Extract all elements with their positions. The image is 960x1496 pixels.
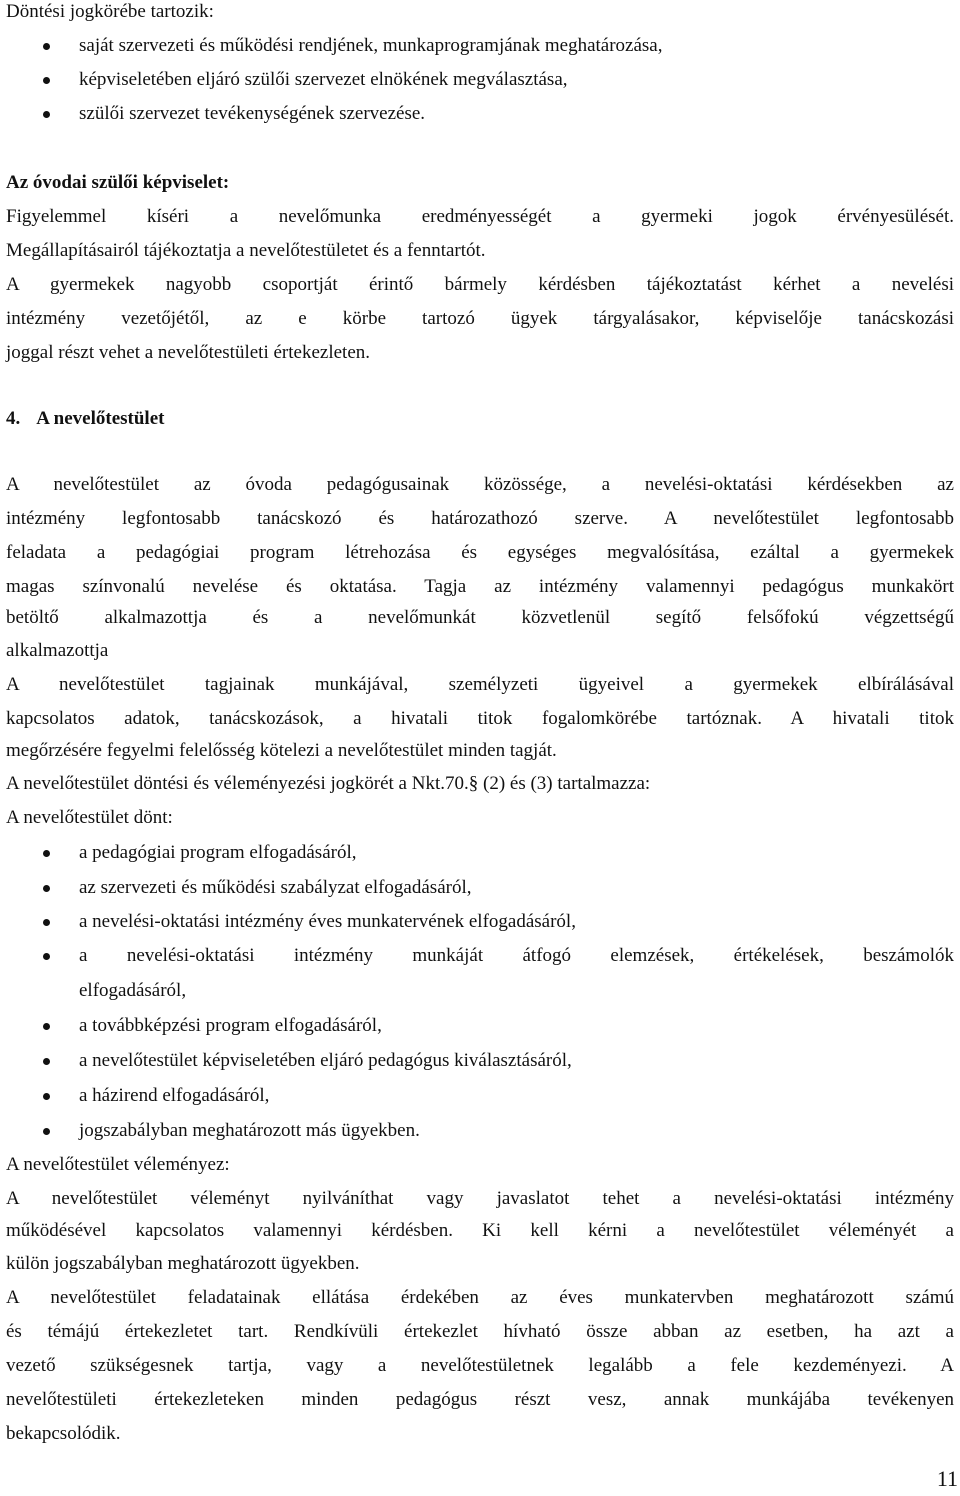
paragraph-line: A nevelőtestület dönt: (6, 807, 173, 828)
list-item-text: a pedagógiai program elfogadásáról, (79, 842, 357, 863)
paragraph-line: külön jogszabályban meghatározott ügyekben. (6, 1253, 360, 1274)
paragraph-line: A nevelőtestület véleményt nyilváníthat vagy javaslatot tehet a nevelési-oktatási intézmény (6, 1188, 954, 1209)
list-item-text: a nevelőtestület képviseletében eljáró pedagógus kiválasztásáról, (79, 1050, 572, 1071)
list-item-text: képviseletében eljáró szülői szervezet elnökének megválasztása, (79, 69, 568, 90)
paragraph-line: magas színvonalú nevelése és oktatása. Tagja az intézmény valamennyi pedagógus munkakört (6, 576, 954, 597)
list-item (6, 68, 954, 92)
bullet-icon (43, 111, 50, 118)
paragraph-line: Megállapításairól tájékoztatja a nevelőtestületet és a fenntartót. (6, 240, 486, 261)
bullet-icon (43, 919, 50, 926)
paragraph-line: működésével kapcsolatos valamennyi kérdésben. Ki kell kérni a nevelőtestület véleményét a (6, 1220, 954, 1241)
list-item (6, 1119, 954, 1143)
paragraph-line: intézmény vezetőjétől, az e körbe tartozó ügyek tárgyalásakor, képviselője tanácskozási (6, 308, 954, 329)
paragraph-line: és témájú értekezletet tart. Rendkívüli értekezlet hívható össze abban az esetben, ha azt a (6, 1321, 954, 1342)
bullet-icon (43, 1058, 50, 1065)
list-item-continuation: elfogadásáról, (79, 980, 187, 1001)
bullet-icon (43, 43, 50, 50)
list-item-text: jogszabályban meghatározott más ügyekben. (79, 1120, 420, 1141)
paragraph-line: bekapcsolódik. (6, 1423, 121, 1444)
ovodai-heading: Az óvodai szülői képviselet: (6, 172, 230, 193)
velemenyez-lead: A nevelőtestület véleményez: (6, 1154, 230, 1175)
bullet-icon (43, 885, 50, 892)
list-item (6, 876, 954, 900)
list-item (6, 102, 954, 126)
list-item-text: saját szervezeti és működési rendjének, munkaprogramjának meghatározása, (79, 35, 663, 56)
paragraph-line: megőrzésére fegyelmi felelősség kötelezi a nevelőtestület minden tagját. (6, 740, 557, 761)
list-item-text: a házirend elfogadásáról, (79, 1085, 270, 1106)
paragraph-line: intézmény legfontosabb tanácskozó és határozathozó szerve. A nevelőtestület legfontosabb (6, 508, 954, 529)
paragraph-line: A nevelőtestület feladatainak ellátása érdekében az éves munkatervben meghatározott számú (6, 1287, 954, 1308)
list-item-text: a nevelési-oktatási intézmény munkáját átfogó elemzések, értékelések, beszámolók (79, 945, 954, 966)
list-item (6, 34, 954, 58)
bullet-icon (43, 1093, 50, 1100)
list-item-text: az szervezeti és működési szabályzat elfogadásáról, (79, 877, 472, 898)
bullet-icon (43, 1023, 50, 1030)
list-item (6, 1084, 954, 1108)
paragraph-line: Figyelemmel kíséri a nevelőmunka eredményességét a gyermeki jogok érvényesülését. (6, 206, 954, 227)
paragraph-line: alkalmazottja (6, 640, 109, 661)
section-number: 4. (6, 408, 21, 429)
list-item (6, 841, 954, 865)
page-number: 11 (936, 1466, 958, 1491)
paragraph-line: kapcsolatos adatok, tanácskozások, a hivatali titok fogalomkörébe tartóznak. A hivatali titok (6, 708, 954, 729)
paragraph-line: A nevelőtestület az óvoda pedagógusainak közössége, a nevelési-oktatási kérdésekben az (6, 474, 954, 495)
list-item (6, 1049, 954, 1073)
paragraph-line: nevelőtestületi értekezleteken minden pedagógus részt vesz, annak munkájába tevékenyen (6, 1389, 954, 1410)
paragraph-line: betöltő alkalmazottja és a nevelőmunkát közvetlenül segítő felsőfokú végzettségű (6, 607, 954, 628)
list-item-text: a továbbképzési program elfogadásáról, (79, 1015, 382, 1036)
bullet-icon (43, 77, 50, 84)
paragraph-line: vezető szükségesnek tartja, vagy a nevelőtestületnek legalább a fele kezdeményezi. A (6, 1355, 954, 1376)
list-item-text: szülői szervezet tevékenységének szervezése. (79, 103, 426, 124)
paragraph-line: A gyermekek nagyobb csoportját érintő bármely kérdésben tájékoztatást kérhet a nevelési (6, 274, 954, 295)
section-title: A nevelőtestület (36, 408, 165, 429)
paragraph-line: A nevelőtestület döntési és véleményezési jogkörét a Nkt.70.§ (2) és (3) tartalmazza: (6, 773, 651, 794)
list-item (6, 910, 954, 934)
paragraph-line: A nevelőtestület tagjainak munkájával, személyzeti ügyeivel a gyermekek elbírálásával (6, 674, 954, 695)
bullet-icon (43, 850, 50, 857)
intro-lead: Döntési jogkörébe tartozik: (6, 1, 214, 22)
paragraph-line: feladata a pedagógiai program létrehozása és egységes megvalósítása, ezáltal a gyermekek (6, 542, 954, 563)
paragraph-line: joggal részt vehet a nevelőtestületi értekezleten. (6, 342, 370, 363)
section-heading (6, 407, 164, 431)
list-item (6, 944, 954, 968)
bullet-icon (43, 1128, 50, 1135)
bullet-icon (43, 953, 50, 960)
list-item (6, 1014, 954, 1038)
list-item-text: a nevelési-oktatási intézmény éves munkatervének elfogadásáról, (79, 911, 576, 932)
